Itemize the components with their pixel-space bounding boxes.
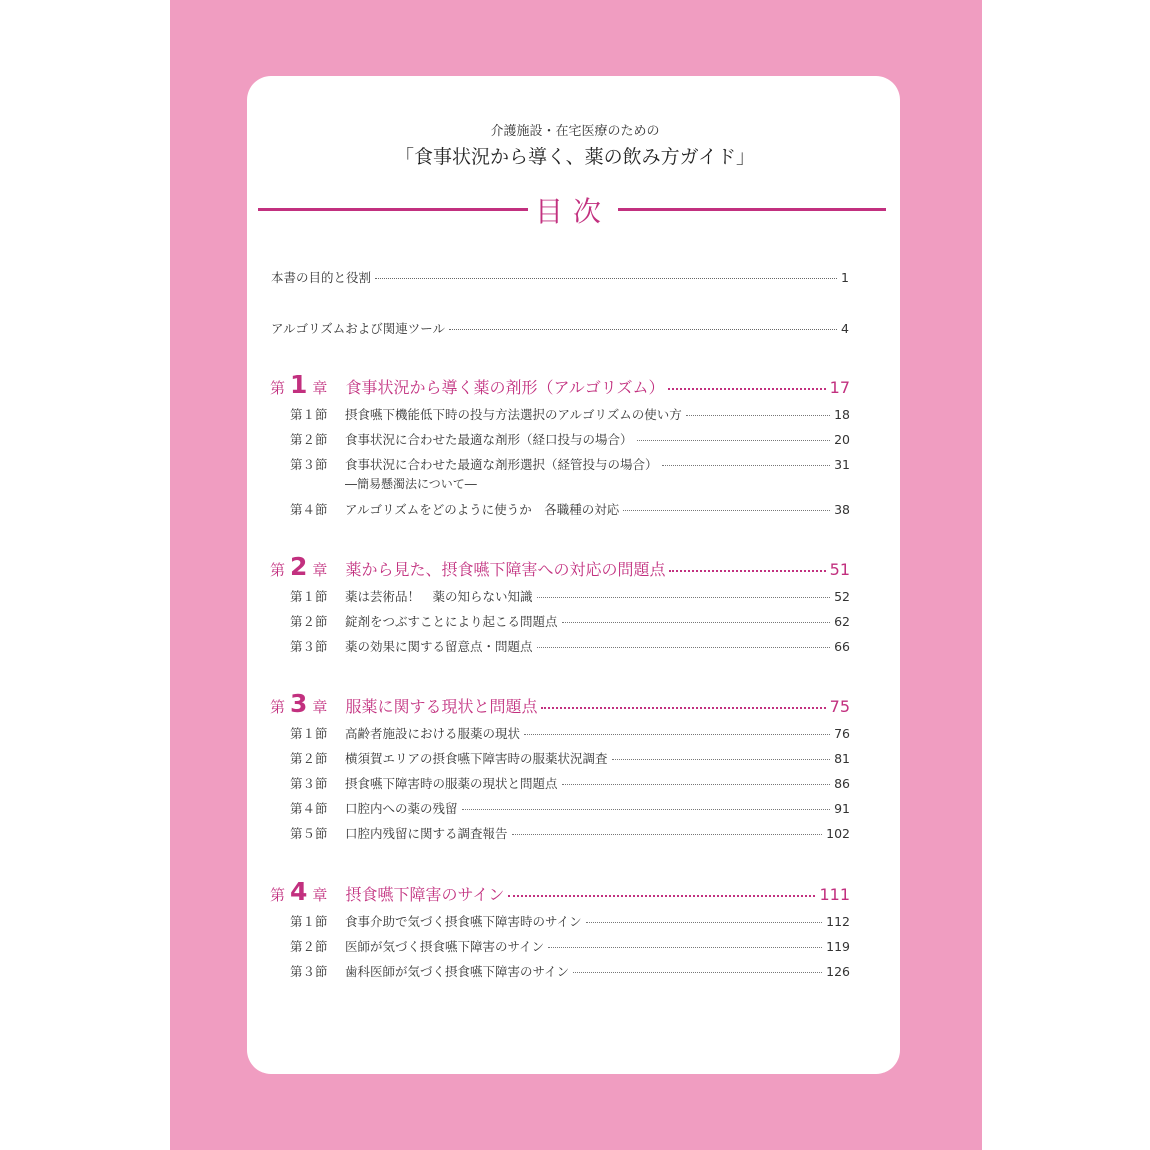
toc-entry[interactable] [271,268,849,286]
section-page: 81 [834,751,850,766]
chapter-title: 食事状況から導く薬の剤形（アルゴリズム） [345,378,665,397]
chapter-number: 1 [290,370,308,399]
section-entry[interactable] [290,455,850,473]
section-entry[interactable] [290,587,850,605]
dot-leader [524,734,830,735]
dot-leader [686,415,830,416]
dot-leader [562,622,831,623]
section-label: 第２節 [290,432,328,447]
dot-leader [586,922,823,923]
toc-entry[interactable] [271,319,849,337]
section-label: 第３節 [290,639,328,654]
section-label: 第１節 [290,407,328,422]
section-label: 第４節 [290,801,328,816]
dot-leader [662,465,831,466]
dot-leader [623,510,830,511]
dot-leader [375,278,837,279]
chapter-page: 17 [829,378,850,397]
dot-leader [612,759,831,760]
book-subtitle: 介護施設・在宅医療のための [490,124,660,139]
section-entry[interactable] [290,912,850,930]
section-label: 第１節 [290,589,328,604]
section-title: 歯科医師が気づく摂食嚥下障害のサイン [345,964,570,979]
dot-leader [637,440,831,441]
section-page: 86 [834,776,850,791]
section-title: 食事介助で気づく摂食嚥下障害時のサイン [345,914,582,929]
section-page: 18 [834,407,850,422]
section-page: 91 [834,801,850,816]
section-entry[interactable] [290,637,850,655]
dot-leader [669,570,825,572]
section-page: 76 [834,726,850,741]
section-title: 摂食嚥下機能低下時の投与方法選択のアルゴリズムの使い方 [345,407,682,422]
chapter-page: 75 [829,697,850,716]
dot-leader [541,707,825,709]
section-title: 横須賀エリアの摂食嚥下障害時の服薬状況調査 [345,751,608,766]
entry-page: 4 [841,321,849,336]
chapter-prefix: 第 [270,379,286,397]
section-title: 薬は芸術品！ 薬の知らない知識 [345,589,533,604]
section-title: 錠剤をつぶすことにより起こる問題点 [345,614,558,629]
section-entry[interactable] [290,962,850,980]
chapter-title: 薬から見た、摂食嚥下障害への対応の問題点 [345,560,666,579]
chapter-3-heading[interactable] [270,689,850,718]
section-label: 第２節 [290,751,328,766]
section-label: 第１節 [290,914,328,929]
section-title: 高齢者施設における服薬の現状 [345,726,521,741]
chapter-1-heading[interactable] [270,370,850,399]
toc-rule-left [258,208,528,211]
chapter-suffix: 章 [312,561,328,579]
chapter-title: 摂食嚥下障害のサイン [345,885,505,904]
dot-leader [462,809,831,810]
section-label: 第３節 [290,964,328,979]
dot-leader [537,647,831,648]
section-title: 食事状況に合わせた最適な剤形選択（経管投与の場合） [345,457,658,472]
chapter-4-heading[interactable] [270,877,850,906]
section-page: 38 [834,502,850,517]
chapter-suffix: 章 [312,698,328,716]
chapter-prefix: 第 [270,561,286,579]
dot-leader [548,947,822,948]
dot-leader [512,834,823,835]
toc-heading: 目次 [535,195,612,228]
dot-leader [573,972,822,973]
section-title: 食事状況に合わせた最適な剤形（経口投与の場合） [345,432,633,447]
section-label: 第１節 [290,726,328,741]
dot-leader [562,784,831,785]
section-label: 第５節 [290,826,328,841]
section-entry[interactable] [290,500,850,518]
toc-rule-right [618,208,886,211]
section-label: 第３節 [290,457,328,472]
dot-leader [449,329,837,330]
section-label: 第２節 [290,614,328,629]
section-page: 52 [834,589,850,604]
entry-title: アルゴリズムおよび関連ツール [271,321,446,336]
chapter-suffix: 章 [312,379,328,397]
section-entry[interactable] [290,612,850,630]
section-title: 口腔内残留に関する調査報告 [345,826,508,841]
section-subtitle: ―簡易懸濁法について― [345,477,477,491]
chapter-prefix: 第 [270,886,286,904]
chapter-2-heading[interactable] [270,552,850,581]
section-page: 31 [834,457,850,472]
section-entry[interactable] [290,824,850,842]
section-title: 摂食嚥下障害時の服薬の現状と問題点 [345,776,558,791]
section-entry[interactable] [290,774,850,792]
section-page: 66 [834,639,850,654]
dot-leader [537,597,831,598]
chapter-number: 2 [290,552,308,581]
section-page: 20 [834,432,850,447]
entry-page: 1 [841,270,849,285]
section-title: 口腔内への薬の残留 [345,801,458,816]
section-page: 102 [826,826,850,841]
section-page: 62 [834,614,850,629]
section-label: 第４節 [290,502,328,517]
chapter-suffix: 章 [312,886,328,904]
section-label: 第２節 [290,939,328,954]
chapter-page: 111 [819,885,850,904]
chapter-number: 3 [290,689,308,718]
book-title: 「食事状況から導く、薬の飲み方ガイド」 [394,146,756,168]
section-entry[interactable] [290,430,850,448]
section-entry[interactable] [290,799,850,817]
section-page: 126 [826,964,850,979]
section-title: 医師が気づく摂食嚥下障害のサイン [345,939,545,954]
section-entry[interactable] [290,749,850,767]
dot-leader [668,388,825,390]
section-title: アルゴリズムをどのように使うか 各職種の対応 [345,502,620,517]
section-title: 薬の効果に関する留意点・問題点 [345,639,533,654]
chapter-page: 51 [829,560,850,579]
chapter-prefix: 第 [270,698,286,716]
section-label: 第３節 [290,776,328,791]
section-page: 112 [826,914,850,929]
section-entry[interactable] [290,724,850,742]
section-entry[interactable] [290,405,850,423]
section-entry[interactable] [290,937,850,955]
dot-leader [508,895,815,897]
section-page: 119 [826,939,850,954]
chapter-number: 4 [290,877,308,906]
chapter-title: 服薬に関する現状と問題点 [345,697,538,716]
entry-title: 本書の目的と役割 [271,270,372,285]
